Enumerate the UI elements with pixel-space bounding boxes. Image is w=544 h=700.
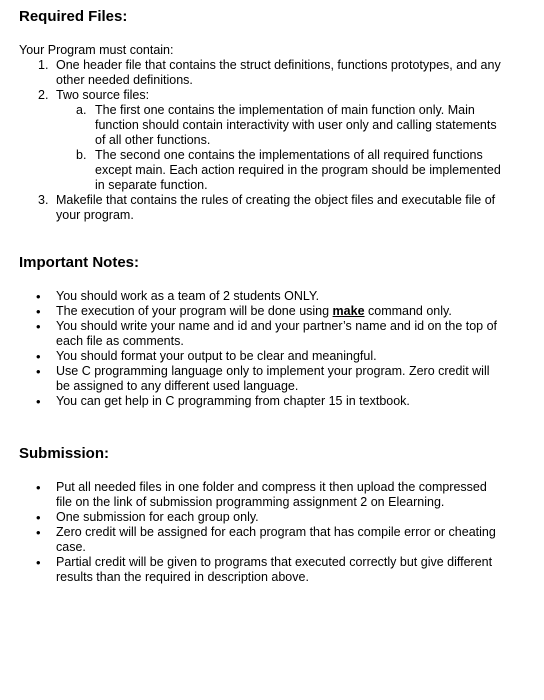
list-item-line: results than the required in description above. (56, 570, 309, 584)
list-item-line: You can get help in C programming from chapter 15 in textbook. (56, 394, 410, 408)
list-item-line: be assigned to any different used language. (56, 379, 299, 393)
list-item-line: The second one contains the implementations of all required functions (95, 148, 483, 162)
important-notes-heading: Important Notes: (19, 254, 139, 271)
list-item-line: Makefile that contains the rules of creating the object files and executable file of (56, 193, 496, 207)
list-item-line: One submission for each group only. (56, 510, 259, 524)
required-files-intro: Your Program must contain: (19, 43, 174, 57)
list-letter: b. (76, 148, 87, 162)
list-item-line: Partial credit will be given to programs that executed correctly but give different (56, 555, 493, 569)
bullet-icon: • (36, 304, 41, 319)
bullet-icon: • (36, 364, 41, 379)
list-item-line: of all other functions. (95, 133, 211, 147)
list-item-line: Put all needed files in one folder and compress it then upload the compressed (56, 480, 487, 494)
bullet-icon: • (36, 394, 41, 409)
note-text-after: command only. (364, 304, 452, 318)
list-item-line: except main. Each action required in the program should be implemented (95, 163, 501, 177)
list-item-line: Two source files: (56, 88, 150, 102)
list-item-line: You should format your output to be clear and meaningful. (56, 349, 377, 363)
bullet-icon: • (36, 289, 41, 304)
list-item-line: your program. (56, 208, 134, 222)
bullet-icon: • (36, 555, 41, 570)
list-number: 3. (38, 193, 49, 207)
bullet-icon: • (36, 525, 41, 540)
list-item-line: Use C programming language only to implement your program. Zero credit will (56, 364, 490, 378)
list-item-line: You should write your name and id and your partner’s name and id on the top of (56, 319, 498, 333)
list-item-line: One header file that contains the struct definitions, functions prototypes, and any (56, 58, 501, 72)
list-number: 1. (38, 58, 49, 72)
list-item-line: each file as comments. (56, 334, 184, 348)
list-item-line: You should work as a team of 2 students ONLY. (56, 289, 320, 303)
list-item-line: file on the link of submission programming assignment 2 on Elearning. (56, 495, 445, 509)
list-item-line: in separate function. (95, 178, 208, 192)
make-command-emphasis: make (332, 304, 365, 318)
list-item-line: Zero credit will be assigned for each program that has compile error or cheating (56, 525, 496, 539)
bullet-icon: • (36, 480, 41, 495)
list-item-line: other needed definitions. (56, 73, 193, 87)
list-item-line (56, 304, 516, 319)
list-item-line: function should contain interactivity with user only and calling statements (95, 118, 497, 132)
required-files-heading: Required Files: (19, 8, 128, 25)
list-letter: a. (76, 103, 87, 117)
bullet-icon: • (36, 510, 41, 525)
bullet-icon: • (36, 319, 41, 334)
list-item-line: case. (56, 540, 86, 554)
bullet-icon: • (36, 349, 41, 364)
note-text-before: The execution of your program will be done using (56, 304, 333, 318)
list-item-line: The first one contains the implementation of main function only. Main (95, 103, 475, 117)
submission-heading: Submission: (19, 445, 110, 462)
list-number: 2. (38, 88, 49, 102)
